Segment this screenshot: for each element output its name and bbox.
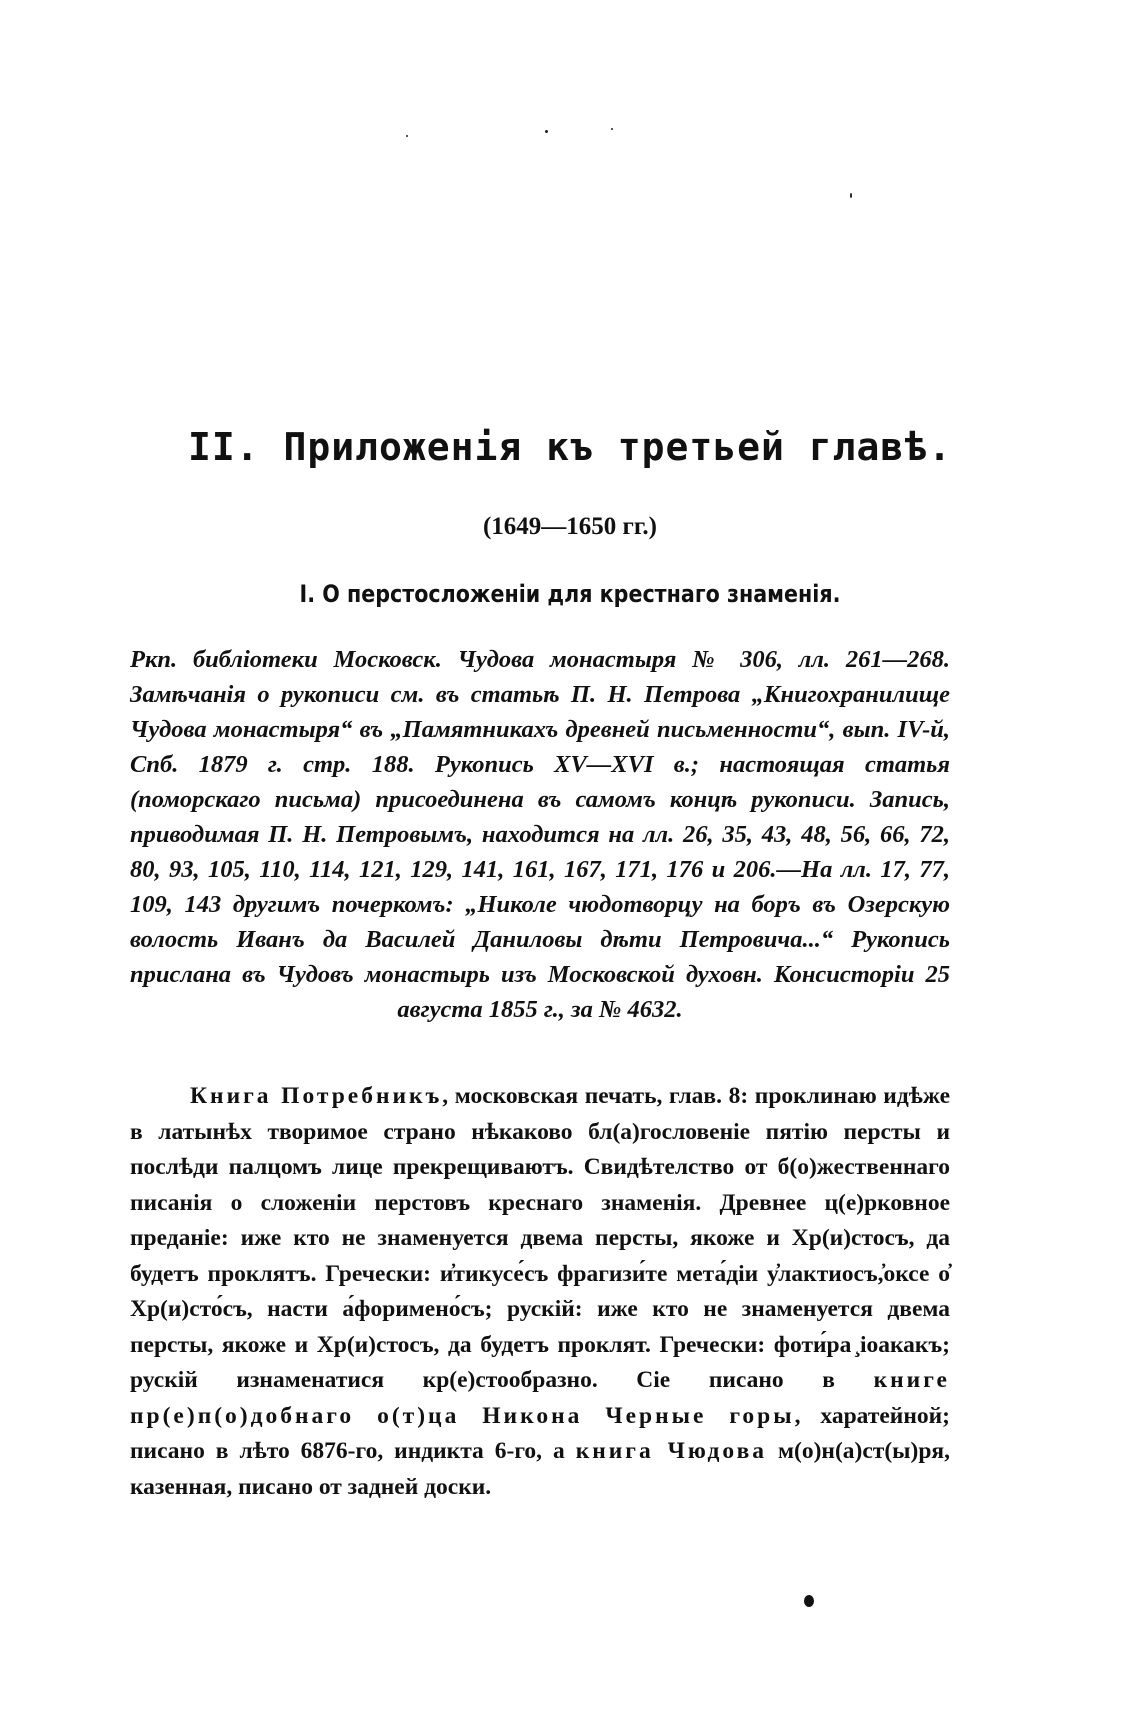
ink-dot [804, 1595, 814, 1607]
spaced-chudov: книга Чюдова [575, 1438, 768, 1464]
manuscript-note: Ркп. библіотеки Московск. Чудова монастыря № 306, лл. 261—268. Замѣчанія о рукописи см. въ статьѣ П. Н. Петрова „Книгохранилище Чудова монастыря“ въ „Памятникахъ древней письменности“, вып. IV-й, Спб. 1879 г. стр. 188. Рукопись XV—XVI в.; настоящая статья (поморскаго письма) присоединена въ самомъ концѣ рукописи. Запись, приводимая П. Н. Петровымъ, находится на лл. 26, 35, 43, 48, 56, 66, 72, 80, 93, 105, 110, 114, 121, 129, 141, 161, 167, 171, 176 и 206.—На лл. 17, 77, 109, 143 другимъ почеркомъ: „Николе чюдотворцу на боръ въ Озерскую волость Иванъ да Василей Даниловы дѣти Петровича...“ Рукопись прислана въ Чудовъ монастырь изъ Московской духовн. Консисторіи 25 августа 1855 г., за № 4632. [130, 646, 950, 1023]
years-range: (1649—1650 гг.) [482, 513, 658, 540]
body-paragraph [130, 1079, 950, 1505]
appendix-title: II. Приложенія къ третьей главѣ. [187, 425, 953, 469]
scan-speck [850, 193, 852, 198]
body-text-part: , московская печать, глав. 8: проклинаю идѣже в латынѣх творимое страно нѣкаково бл(а)гословеніе пятію персты и послѣди палцомъ лице прекрещиваютъ. Свидѣтелство от б(о)жественнаго писанія о сложеніи перстовъ креснаго знаменія. Древнее ц(е)рковное преданіе: иже кто не знаменуется двема персты, якоже и Хр(и)стосъ, да будетъ проклятъ. Гречески: и̓тикусе́съ фрагизи́те мета́діи у̓лактиосъ,̓оксе о̓ Хр(и)сто́съ, насти а́форимено́съ; рускій: иже кто не знаменуется двема персты, якоже и Хр(и)стосъ, да будетъ проклят. Гречески: фоти́ра ̧іоакакъ; рускій изнаменатися кр(е)стообразно. Сіе писано в [130, 1083, 950, 1393]
scan-speck [545, 130, 548, 133]
scan-speck [406, 135, 408, 137]
spaced-book-title: книге пр(е)п(о)добнаго о(т)ца Никона Черные горы [130, 1367, 950, 1429]
body-text-part: м(о)н(а)ст(ы)ря, казенная, писано от задней доски. [130, 1438, 950, 1500]
scan-speck [611, 128, 613, 130]
body-text-part: , харатейной; писано в лѣто 6876-го, индикта 6-го, а [130, 1402, 950, 1464]
spaced-lead: Книга Потребникъ [190, 1083, 443, 1109]
section-title: I. О перстосложеніи для крестнаго знаменія. [299, 580, 841, 608]
